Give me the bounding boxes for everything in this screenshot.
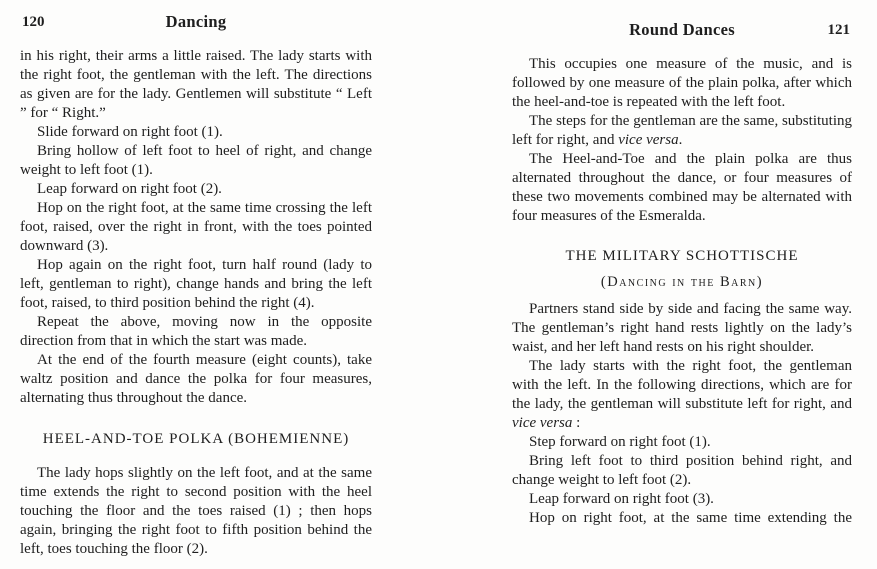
left-page-body — [20, 47, 372, 559]
step-paragraph: Bring left foot to third position behind right, and change weight to left foot (2). — [512, 453, 852, 488]
right-page-header — [512, 20, 852, 40]
paragraph-text: : — [572, 415, 581, 431]
step-paragraph: Hop on right foot, at the same time extending the — [529, 510, 852, 526]
section-heading-military-schottische: THE MILITARY SCHOTTISCHE — [565, 248, 799, 264]
paragraph — [512, 112, 852, 150]
paragraph: Partners stand side by side and facing the same way. The gentleman’s right hand rests lightly on the lady’s waist, and her left hand rests on his right shoulder. — [512, 301, 852, 355]
paragraph: This occupies one measure of the music, and is followed by one measure of the plain polka, after which the heel-and-toe is repeated with the left foot. — [512, 56, 852, 110]
right-page-number: 121 — [827, 22, 850, 38]
paragraph-text: . — [678, 132, 683, 148]
step-paragraph: Hop on the right foot, at the same time crossing the left foot, raised, over the right in front, with the toes pointed downward (3). — [20, 200, 372, 254]
paragraph — [512, 357, 852, 433]
left-running-head: Dancing — [165, 12, 227, 31]
paragraph-text: The steps for the gentleman are the same, substituting left for right, and — [512, 113, 852, 148]
section-paragraph: The lady hops slightly on the left foot, and at the same time extends the right to second position with the heel touching the floor and the toes raised (1) ; then hops again, bringing the right foot to fifth position behind the left, toes touching the floor (2). — [20, 465, 372, 557]
left-page — [20, 12, 372, 559]
paragraph: The Heel-and-Toe and the plain polka are thus alternated throughout the dance, or four measures of these two movements combined may be alternated with four measures of the Esmeralda. — [512, 151, 852, 224]
left-page-number: 120 — [22, 14, 45, 30]
step-paragraph: Bring hollow of left foot to heel of right, and change weight to left foot (1). — [20, 143, 372, 178]
step-paragraph: Hop again on the right foot, turn half round (lady to left, gentleman to right), change hands and bring the left foot, raised, to third position behind the right (4). — [20, 257, 372, 311]
paragraph-text: The lady starts with the right foot, the gentleman with the left. In the following directions, which are for the lady, the gentleman will substitute left for right, and — [512, 358, 852, 412]
right-page — [512, 20, 852, 528]
right-page-body — [512, 55, 852, 528]
right-running-head: Round Dances — [629, 20, 735, 39]
step-paragraph: Repeat the above, moving now in the opposite direction from that in which the start was made. — [20, 314, 372, 349]
paragraph-continuation: in his right, their arms a little raised. The lady starts with the right foot, the gentleman with the left. The directions as given are for the lady. Gentlemen will substitute “ Left ” for “ Right.” — [20, 48, 372, 121]
section-subheading-dancing-in-the-barn: (Dancing in the Barn) — [600, 274, 764, 290]
section-heading-heel-and-toe-polka: HEEL-AND-TOE POLKA (BOHEMIENNE) — [42, 431, 350, 447]
step-paragraph: Slide forward on right foot (1). — [37, 124, 223, 140]
step-paragraph: Step forward on right foot (1). — [529, 434, 711, 450]
step-paragraph: Leap forward on right foot (2). — [37, 181, 222, 197]
step-paragraph: Leap forward on right foot (3). — [529, 491, 714, 507]
step-paragraph: At the end of the fourth measure (eight counts), take waltz position and dance the polka for four measures, alternating thus throughout the dance. — [20, 352, 372, 406]
left-page-header — [20, 12, 372, 32]
italic-phrase: vice versa — [618, 132, 679, 148]
italic-phrase: vice versa — [512, 415, 573, 431]
